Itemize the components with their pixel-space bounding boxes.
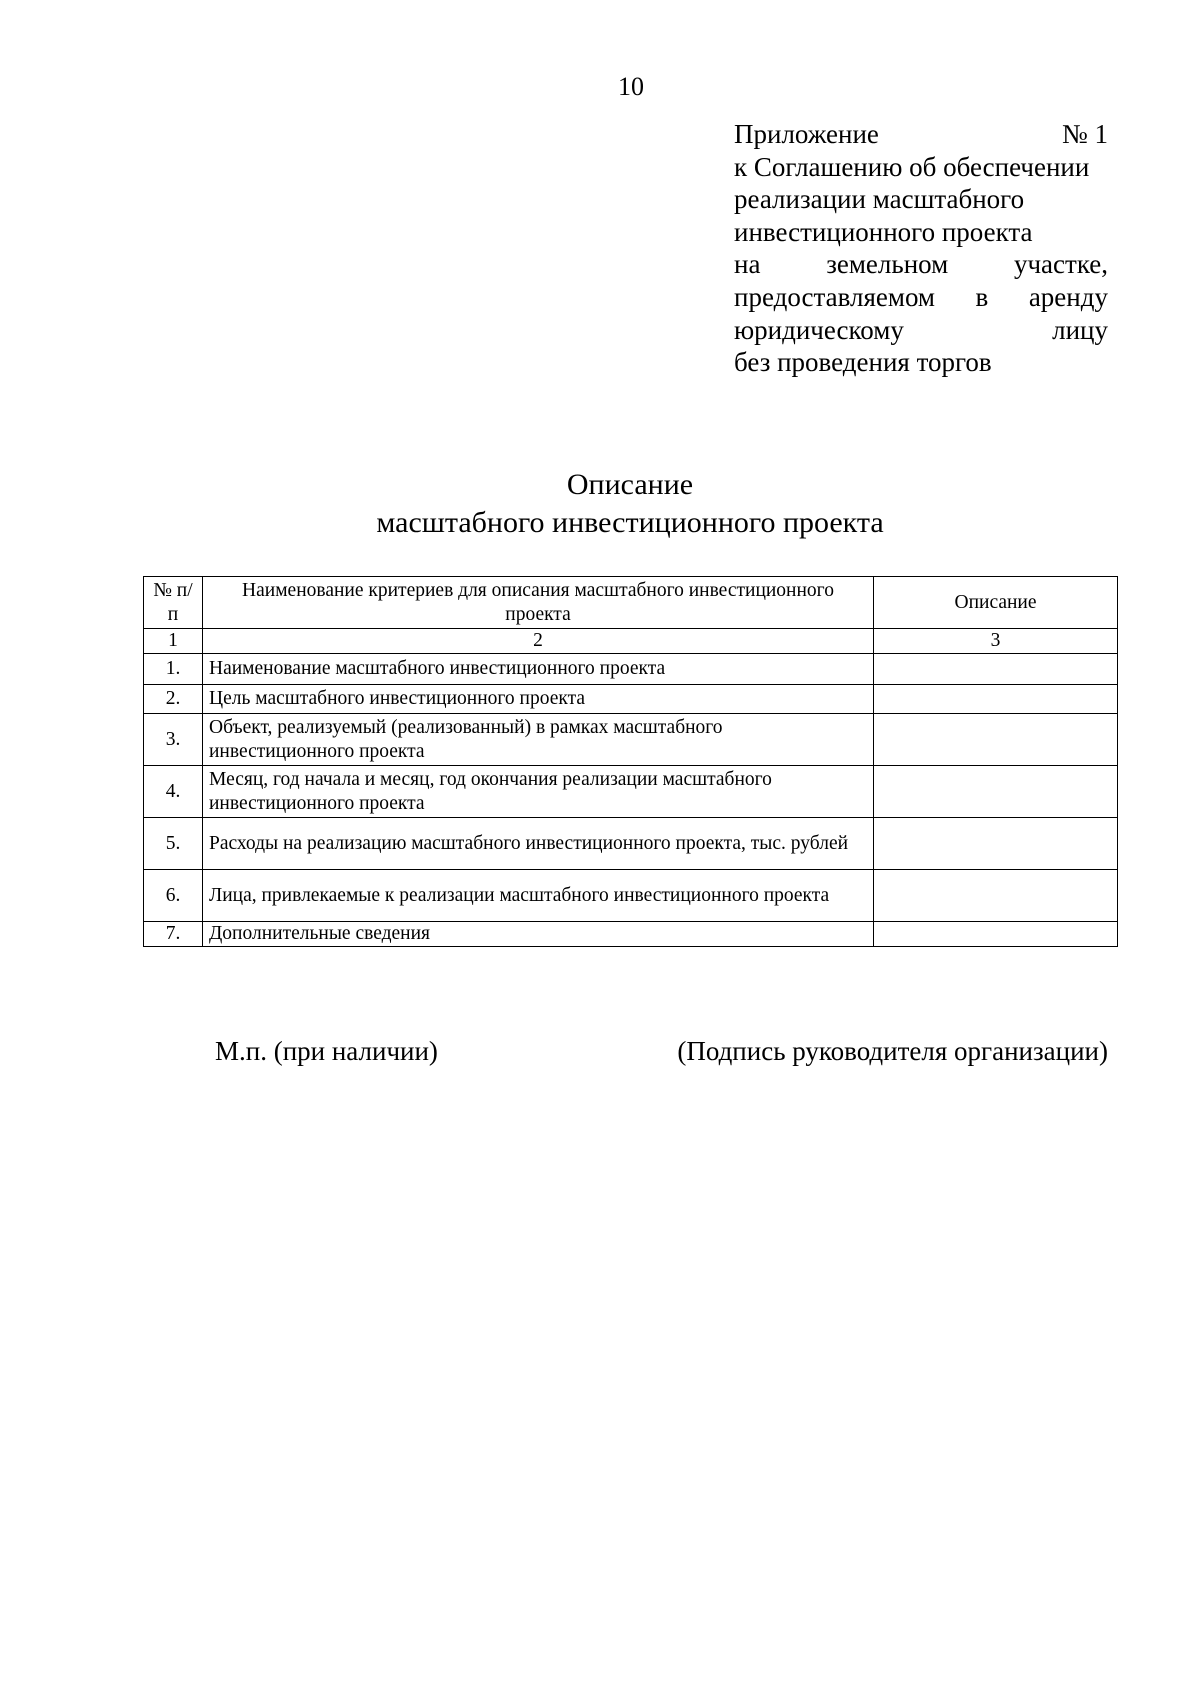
column-index: 3 xyxy=(874,629,1118,654)
appendix-line xyxy=(734,183,1108,216)
table-row xyxy=(144,714,1118,766)
row-desc xyxy=(874,818,1118,870)
table-row xyxy=(144,654,1118,685)
table-row xyxy=(144,766,1118,818)
row-num: 7. xyxy=(144,922,203,947)
signature-label: (Подпись руководителя организации) xyxy=(677,1036,1108,1066)
row-num: 1. xyxy=(144,654,203,685)
title-line-1: Описание xyxy=(566,468,694,501)
appendix-word: аренду xyxy=(1028,281,1108,312)
column-index: 1 xyxy=(144,629,203,654)
row-num: 5. xyxy=(144,818,203,870)
appendix-header xyxy=(734,118,1108,379)
appendix-line xyxy=(734,248,1108,281)
row-num: 4. xyxy=(144,766,203,818)
table-row xyxy=(144,818,1118,870)
appendix-line xyxy=(734,151,1108,184)
row-name: Дополнительные сведения xyxy=(203,922,874,947)
page-number: 10 xyxy=(618,72,644,101)
seal-label: М.п. (при наличии) xyxy=(215,1036,438,1066)
title-line-2: масштабного инвестиционного проекта xyxy=(376,506,884,539)
appendix-word: реализации масштабного xyxy=(734,184,1025,215)
appendix-word: в xyxy=(975,281,989,312)
table-header-row xyxy=(144,577,1118,629)
header-name: Наименование критериев для описания масштабного инвестиционного проекта xyxy=(203,577,874,629)
appendix-word: без проведения торгов xyxy=(734,347,992,378)
appendix-word: юридическому xyxy=(734,314,904,345)
appendix-word: на xyxy=(734,249,761,280)
appendix-word: № 1 xyxy=(1061,119,1108,149)
appendix-line xyxy=(734,346,1108,379)
appendix-line xyxy=(734,281,1108,314)
document-title xyxy=(0,466,1200,542)
appendix-word: Приложение xyxy=(734,119,879,149)
row-name: Объект, реализуемый (реализованный) в рамках масштабного инвестиционного проекта xyxy=(203,714,874,766)
appendix-word: лицу xyxy=(1052,314,1108,345)
column-index: 2 xyxy=(203,629,874,654)
row-name: Цель масштабного инвестиционного проекта xyxy=(203,685,874,714)
row-desc xyxy=(874,714,1118,766)
appendix-word: к Соглашению об обеспечении xyxy=(734,151,1090,182)
appendix-word: предоставляемом xyxy=(734,281,936,312)
appendix-word: земельном xyxy=(826,249,949,280)
row-name: Лица, привлекаемые к реализации масштабного инвестиционного проекта xyxy=(203,870,874,922)
row-desc xyxy=(874,766,1118,818)
row-desc xyxy=(874,870,1118,922)
appendix-word: инвестиционного проекта xyxy=(734,216,1033,247)
column-index-row xyxy=(144,629,1118,654)
row-desc xyxy=(874,922,1118,947)
row-name: Месяц, год начала и месяц, год окончания реализации масштабного инвестиционного проекта xyxy=(203,766,874,818)
table-row xyxy=(144,922,1118,947)
row-name: Расходы на реализацию масштабного инвестиционного проекта, тыс. рублей xyxy=(203,818,874,870)
criteria-table xyxy=(143,576,1118,947)
row-num: 6. xyxy=(144,870,203,922)
header-num: № п/п xyxy=(144,577,203,629)
row-name: Наименование масштабного инвестиционного проекта xyxy=(203,654,874,685)
appendix-word: участке, xyxy=(1013,249,1108,280)
appendix-line xyxy=(734,216,1108,249)
row-num: 3. xyxy=(144,714,203,766)
row-desc xyxy=(874,654,1118,685)
table-row xyxy=(144,870,1118,922)
row-num: 2. xyxy=(144,685,203,714)
row-desc xyxy=(874,685,1118,714)
table-row xyxy=(144,685,1118,714)
appendix-line xyxy=(734,314,1108,347)
header-desc: Описание xyxy=(874,577,1118,629)
appendix-line xyxy=(734,118,1108,151)
